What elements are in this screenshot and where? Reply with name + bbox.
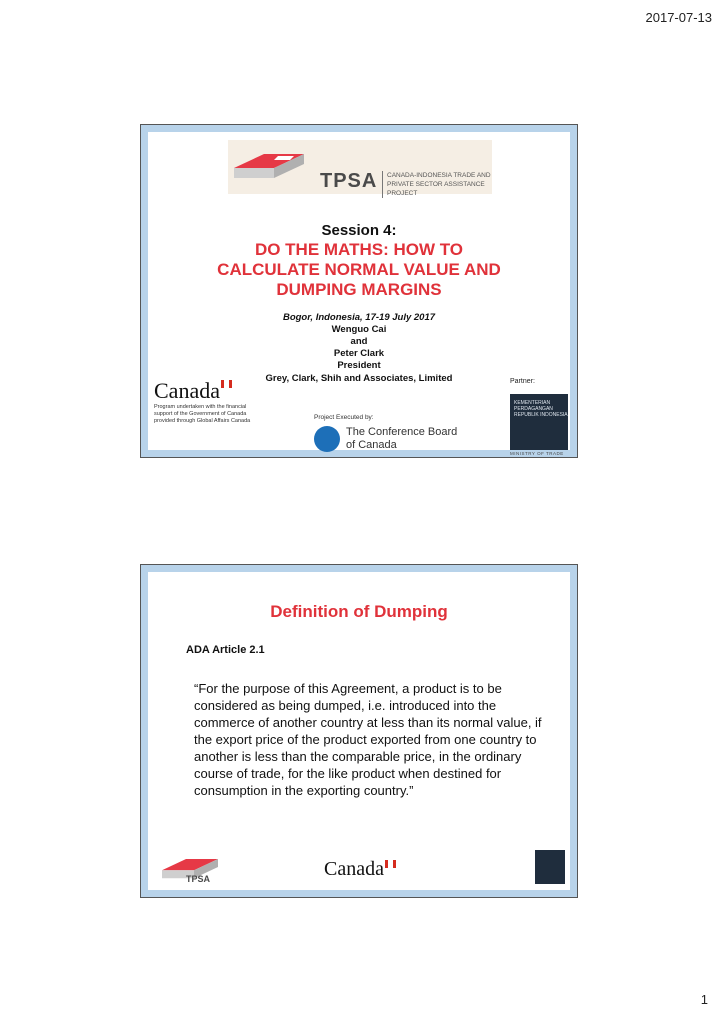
- definition-quote: “For the purpose of this Agreement, a product is to be considered as being dumped, i.e. introduced into the commerce of another country at less than its normal value, if the export price of the product exported from one country to another is less than the comparable price, in the ordinary course of trade, for the like product when destined for consumption in the exporting country.”: [194, 681, 542, 798]
- tpsa-wordmark: TPSA: [186, 874, 211, 884]
- partner-label: Partner:: [510, 378, 535, 385]
- slide-content: [148, 572, 570, 890]
- slide-title-heading: DO THE MATHS: HOW TO CALCULATE NORMAL VALUE AND DUMPING MARGINS: [217, 240, 501, 299]
- tpsa-wordmark: TPSA: [320, 170, 378, 192]
- session-label: Session 4:: [321, 222, 397, 239]
- tpsa-description: CANADA-INDONESIA TRADE AND PRIVATE SECTOR ASSISTANCE PROJECT: [382, 171, 492, 198]
- canada-flag-icon: [221, 380, 232, 388]
- slide-title-heading: Definition of Dumping: [270, 602, 448, 621]
- ministry-logo-text: KEMENTERIAN PERDAGANGAN REPUBLIK INDONESIA: [514, 400, 568, 418]
- page-number: 1: [700, 992, 708, 1007]
- presenter-2: Peter Clark: [333, 348, 385, 359]
- canada-wordmark: Canada: [324, 858, 396, 881]
- page-date: 2017-07-13: [645, 10, 712, 25]
- tpsa-banner-logo: [228, 140, 492, 197]
- conference-board-name: The Conference Board of Canada: [346, 426, 458, 451]
- tpsa-flag-graphic: [234, 146, 304, 182]
- canada-wordmark: Canada: [154, 378, 232, 404]
- presenter-1: Wenguo Cai: [331, 324, 387, 335]
- company-name: Grey, Clark, Shih and Associates, Limited: [265, 373, 453, 384]
- ministry-caption: MINISTRY OF TRADE: [510, 451, 564, 456]
- event-location: Bogor, Indonesia, 17-19 July 2017: [282, 312, 436, 323]
- conference-board-icon: [314, 426, 340, 452]
- slide-definition: [140, 564, 578, 898]
- slide-title: [140, 124, 578, 458]
- executed-by-label: Project Executed by:: [314, 414, 374, 421]
- slide-content: [148, 132, 570, 456]
- ministry-of-trade-logo: [510, 394, 568, 450]
- and-text: and: [350, 336, 368, 347]
- article-reference: ADA Article 2.1: [186, 644, 265, 656]
- ministry-of-trade-logo: [535, 850, 565, 884]
- presenter-role: President: [337, 360, 381, 371]
- canada-flag-icon: [385, 860, 396, 868]
- canada-funding-note: Program undertaken with the financial support of the Government of Canada provided through Global Affairs Canada: [154, 404, 251, 424]
